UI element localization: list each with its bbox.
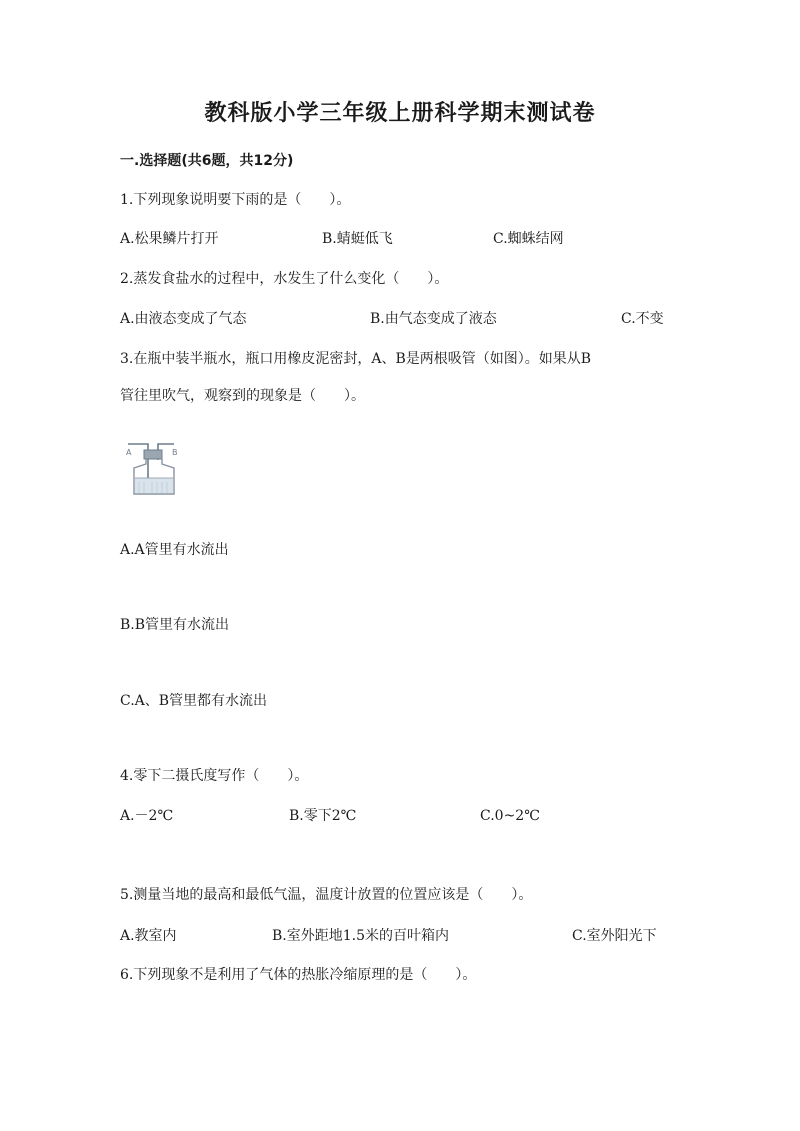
question-5-option-a: A.教室内 [120, 928, 177, 944]
bottle-straw-figure [124, 438, 184, 498]
figure-label-b: B [172, 448, 178, 457]
question-1-option-b: B.蜻蜓低飞 [322, 231, 393, 247]
question-4-option-a: A.－2℃ [120, 808, 174, 824]
question-3-option-b: B.B管里有水流出 [120, 617, 230, 633]
question-1-stem: 1.下列现象说明要下雨的是（ ）。 [120, 192, 351, 208]
question-2-option-b: B.由气态变成了液态 [370, 311, 497, 327]
question-4-stem: 4.零下二摄氏度写作（ ）。 [120, 768, 309, 784]
question-1-option-a: A.松果鳞片打开 [120, 231, 219, 247]
bottle-diagram [124, 438, 184, 498]
question-2-option-c: C.不变 [621, 311, 664, 327]
page-title: 教科版小学三年级上册科学期末测试卷 [204, 101, 596, 126]
question-2-option-a: A.由液态变成了气态 [120, 311, 247, 327]
question-3-stem-line-1: 3.在瓶中装半瓶水，瓶口用橡皮泥密封，A、B是两根吸管（如图）。如果从B [120, 351, 592, 367]
figure-label-a: A [126, 448, 132, 457]
question-2-stem: 2.蒸发食盐水的过程中，水发生了什么变化（ ）。 [120, 271, 449, 287]
question-5-option-c: C.室外阳光下 [572, 928, 657, 944]
question-3-option-c: C.A、B管里都有水流出 [120, 693, 268, 709]
question-4-option-b: B.零下2℃ [289, 808, 357, 824]
section-heading: 一.选择题(共6题，共12分) [120, 153, 294, 169]
question-5-stem: 5.测量当地的最高和最低气温，温度计放置的位置应该是（ ）。 [120, 887, 533, 903]
question-3-stem-line-2: 管往里吹气，观察到的现象是（ ）。 [120, 388, 365, 404]
question-1-option-c: C.蜘蛛结网 [493, 231, 564, 247]
question-5-option-b: B.室外距地1.5米的百叶箱内 [272, 928, 450, 944]
question-3-option-a: A.A管里有水流出 [120, 542, 229, 558]
question-6-stem: 6.下列现象不是利用了气体的热胀冷缩原理的是（ ）。 [120, 967, 477, 983]
question-4-option-c: C.0~2℃ [480, 808, 540, 824]
